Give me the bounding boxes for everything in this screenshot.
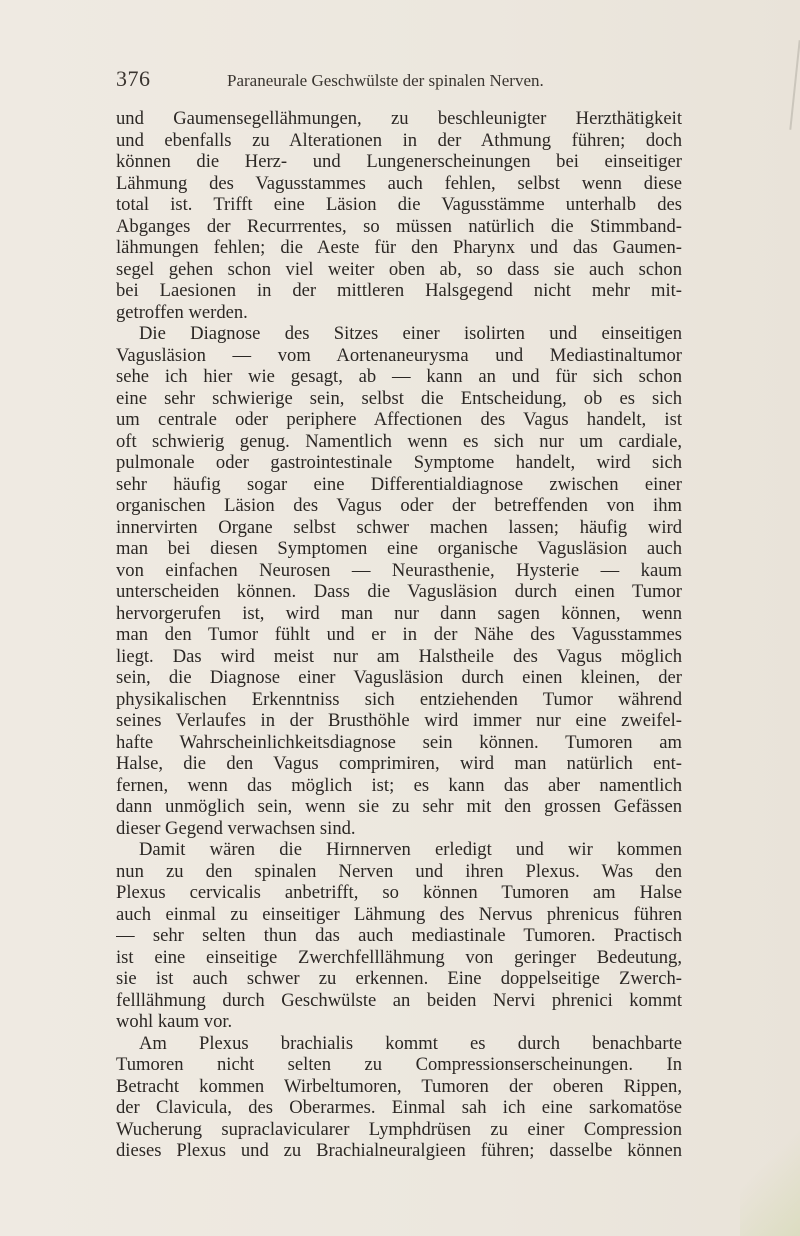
text-line: von einfachen Neurosen — Neurasthenie, Hysterie — kaum [116,559,682,581]
text-line: auch einmal zu einseitiger Lähmung des Nervus phrenicus führen [116,903,682,925]
text-line: sehe ich hier wie gesagt, ab — kann an und für sich schon [116,366,682,387]
text-line: Halse, die den Vagus comprimiren, wird man natürlich ent- [116,753,682,774]
text-line: total ist. Trifft eine Läsion die Vagusstämme unterhalb des [116,194,682,215]
body-text [116,108,682,1162]
text-line: sehr häufig sogar eine Differentialdiagnose zwischen einer [116,473,682,495]
text-line: eine sehr schwierige sein, selbst die Entscheidung, ob es sich [116,387,682,409]
text-line: hervorgerufen ist, wird man nur dann sagen können, wenn [116,602,682,624]
text-line: hafte Wahrscheinlichkeitsdiagnose sein können. Tumoren am [116,731,682,753]
text-line: Die Diagnose des Sitzes einer isolirten und einseitigen [139,323,682,344]
text-line: Plexus cervicalis anbetrifft, so können Tumoren am Halse [116,882,682,903]
text-line: Vagusläsion — vom Aortenaneurysma und Mediastinaltumor [116,344,682,366]
text-line: bei Laesionen in der mittleren Halsgegend nicht mehr mit- [116,280,682,301]
text-line: felllähmung durch Geschwülste an beiden Nervi phrenici kommt [116,989,682,1011]
text-line: um centrale oder periphere Affectionen des Vagus handelt, ist [116,409,682,430]
text-line: innervirten Organe selbst schwer machen lassen; häufig wird [116,516,682,538]
text-line: unterscheiden können. Dass die Vagusläsion durch einen Tumor [116,581,682,602]
text-line: dann unmöglich sein, wenn sie zu sehr mit den grossen Gefässen [116,796,682,817]
text-line: Lähmung des Vagusstammes auch fehlen, selbst wenn diese [116,172,682,194]
page-number: 376 [116,66,151,91]
text-line: — sehr selten thun das auch mediastinale Tumoren. Practisch [116,925,682,946]
text-line: können die Herz- und Lungenerscheinungen bei einseitiger [116,151,682,172]
page-edge-mark [789,40,800,130]
text-line: lähmungen fehlen; die Aeste für den Pharynx und das Gaumen- [116,237,682,258]
text-line: man den Tumor fühlt und er in der Nähe des Vagusstammes [116,624,682,645]
text-line: Abganges der Recurrrentes, so müssen natürlich die Stimmband- [116,215,682,237]
text-line: dieser Gegend verwachsen sind. [116,817,356,839]
text-line: sein, die Diagnose einer Vagusläsion durch einen kleinen, der [116,667,682,688]
text-line: Damit wären die Hirnnerven erledigt und wir kommen [139,839,682,860]
text-line: der Clavicula, des Oberarmes. Einmal sah ich eine sarkomatöse [116,1097,682,1118]
text-line: physikalischen Erkenntniss sich entziehenden Tumor während [116,688,682,710]
text-line: und ebenfalls zu Alterationen in der Athmung führen; doch [116,129,682,151]
text-line: Wucherung supraclavicularer Lymphdrüsen zu einer Compression [116,1118,682,1140]
text-line: liegt. Das wird meist nur am Halstheile des Vagus möglich [116,645,682,667]
text-line: fernen, wenn das möglich ist; es kann das aber namentlich [116,774,682,796]
text-line: seines Verlaufes in der Brusthöhle wird immer nur eine zweifel- [116,710,682,731]
running-title: Paraneurale Geschwülste der spinalen Nerven. [227,71,544,90]
text-line: man bei diesen Symptomen eine organische Vagusläsion auch [116,538,682,559]
text-line: Betracht kommen Wirbeltumoren, Tumoren der oberen Rippen, [116,1075,682,1097]
text-line: dieses Plexus und zu Brachialneuralgieen führen; dasselbe können [116,1140,682,1161]
text-line: nun zu den spinalen Nerven und ihren Plexus. Was den [116,860,682,882]
text-line: wohl kaum vor. [116,1011,233,1032]
text-line: organischen Läsion des Vagus oder der betreffenden von ihm [116,495,682,516]
text-line: segel gehen schon viel weiter oben ab, so dass sie auch schon [116,258,682,280]
text-line: oft schwierig genug. Namentlich wenn es sich nur um cardiale, [116,430,682,452]
text-line: getroffen werden. [116,301,248,323]
text-line: Tumoren nicht selten zu Compressionserscheinungen. In [116,1054,682,1075]
page-corner-shade [740,1116,800,1236]
text-line: sie ist auch schwer zu erkennen. Eine doppelseitige Zwerch- [116,968,682,989]
text-line: pulmonale oder gastrointestinale Symptome handelt, wird sich [116,452,682,473]
page-header [116,66,676,96]
text-line: und Gaumensegellähmungen, zu beschleunigter Herzthätigkeit [116,108,682,129]
text-line: Am Plexus brachialis kommt es durch benachbarte [139,1032,682,1054]
text-line: ist eine einseitige Zwerchfelllähmung von geringer Bedeutung, [116,946,682,968]
